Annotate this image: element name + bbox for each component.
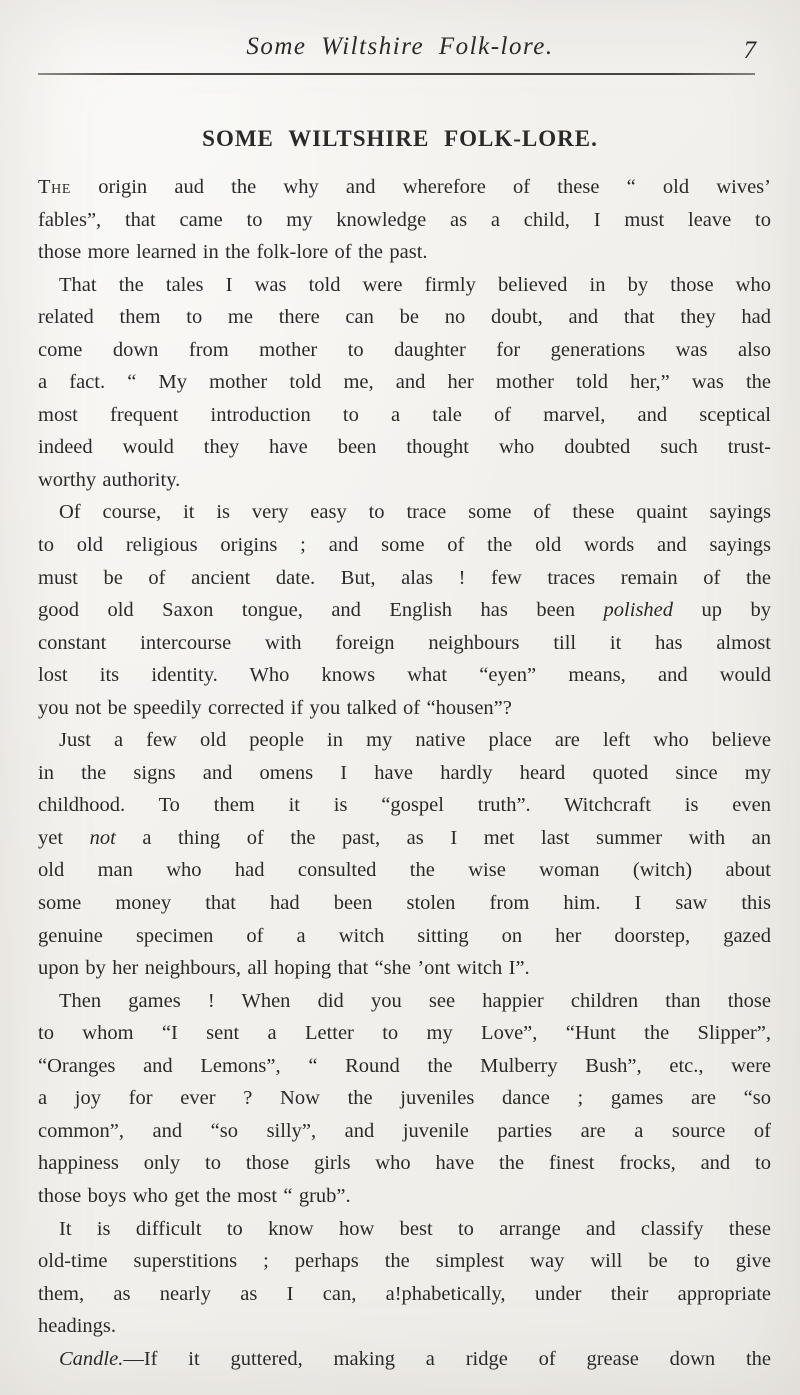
text-line <box>38 594 771 627</box>
text-segment: related them to me there can be no doubt, and that they had <box>38 306 771 329</box>
text-segment: upon by her neighbours, all hoping that “she ’ont witch I”. <box>38 957 530 980</box>
text-line <box>38 236 771 269</box>
text-line <box>38 366 771 399</box>
text-segment: fables”, that came to my knowledge as a child, I must leave to <box>38 208 771 231</box>
text-segment: them, as nearly as I can, a!phabetically, under their appropriate <box>38 1282 771 1305</box>
text-segment: those boys who get the most “ grub”. <box>38 1184 351 1207</box>
text-segment: you not be speedily corrected if you talked of “housen”? <box>38 696 512 719</box>
text-line <box>38 1213 771 1246</box>
italic-text: Candle. <box>59 1347 124 1370</box>
text-line <box>38 1310 771 1343</box>
chapter-heading: SOME WILTSHIRE FOLK-LORE. <box>202 126 598 151</box>
text-segment: to whom “I sent a Letter to my Love”, “Hunt the Slipper”, <box>38 1022 771 1045</box>
text-line <box>38 952 771 985</box>
text-line <box>38 789 771 822</box>
text-line <box>38 1115 771 1148</box>
text-segment: old man who had consulted the wise woman (witch) about <box>38 859 771 882</box>
text-line <box>38 464 771 497</box>
text-segment: old-time superstitions ; perhaps the simplest way will be to give <box>38 1250 771 1273</box>
text-segment: a fact. “ My mother told me, and her mother told her,” was the <box>38 371 771 394</box>
text-segment: yet <box>38 826 90 849</box>
running-title: Some Wiltshire Folk-lore. <box>246 33 554 60</box>
text-line <box>38 269 771 302</box>
text-line <box>38 1278 771 1311</box>
text-segment: It is difficult to know how best to arrange and classify these <box>59 1217 771 1240</box>
text-line <box>38 920 771 953</box>
text-line <box>38 822 771 855</box>
smallcaps-text: The <box>38 176 71 198</box>
text-line <box>38 1180 771 1213</box>
text-line <box>38 204 771 237</box>
text-line <box>38 301 771 334</box>
text-segment: constant intercourse with foreign neighbours till it has almost <box>38 631 771 654</box>
text-line <box>38 334 771 367</box>
text-line <box>38 854 771 887</box>
text-line <box>38 1147 771 1180</box>
text-line <box>38 985 771 1018</box>
text-line <box>38 887 771 920</box>
italic-text: not <box>89 826 116 849</box>
text-line <box>38 757 771 790</box>
text-line <box>38 496 771 529</box>
text-line <box>38 1245 771 1278</box>
text-segment: some money that had been stolen from him. I saw this <box>38 892 771 915</box>
text-line <box>38 399 771 432</box>
text-segment: those more learned in the folk-lore of the past. <box>38 241 428 264</box>
text-segment: lost its identity. Who knows what “eyen” means, and would <box>38 664 771 687</box>
text-line <box>38 1343 771 1376</box>
text-line <box>38 724 771 757</box>
header-rule <box>38 73 755 75</box>
text-segment: good old Saxon tongue, and English has been <box>38 599 604 622</box>
text-segment: to old religious origins ; and some of the old words and sayings <box>38 534 771 557</box>
text-segment: a thing of the past, as I met last summer with an <box>115 826 771 849</box>
text-segment: origin aud the why and wherefore of these “ old wives’ <box>70 176 771 198</box>
text-segment: must be of ancient date. But, alas ! few traces remain of the <box>38 566 771 589</box>
paragraph <box>38 269 771 497</box>
text-line <box>38 431 771 464</box>
text-segment: headings. <box>38 1315 116 1338</box>
text-segment: “Oranges and Lemons”, “ Round the Mulberry Bush”, etc., were <box>38 1054 771 1077</box>
text-segment: worthy authority. <box>38 468 181 491</box>
paragraph <box>38 985 771 1213</box>
paragraph <box>38 1213 771 1343</box>
text-line <box>38 1050 771 1083</box>
body-text <box>38 171 771 1375</box>
text-segment: —If it guttered, making a ridge of grease down the <box>123 1347 771 1370</box>
text-segment: a joy for ever ? Now the juveniles dance ; games are “so <box>38 1087 771 1110</box>
paragraph <box>38 1343 771 1376</box>
text-segment: Then games ! When did you see happier children than those <box>59 989 771 1012</box>
text-line <box>38 627 771 660</box>
text-segment: most frequent introduction to a tale of marvel, and sceptical <box>38 403 771 426</box>
text-line <box>38 1082 771 1115</box>
paragraph <box>38 724 771 984</box>
paragraph <box>38 496 771 724</box>
text-line <box>38 529 771 562</box>
text-segment: happiness only to those girls who have the finest frocks, and to <box>38 1152 771 1175</box>
text-segment: come down from mother to daughter for generations was also <box>38 338 771 361</box>
text-segment: That the tales I was told were firmly believed in by those who <box>59 273 771 296</box>
text-segment: up by <box>673 599 771 622</box>
text-line <box>38 562 771 595</box>
text-line <box>38 171 771 204</box>
page-number: 7 <box>743 37 756 64</box>
text-line <box>38 659 771 692</box>
text-segment: indeed would they have been thought who doubted such trust- <box>38 436 771 459</box>
text-segment: childhood. To them it is “gospel truth”. Witchcraft is even <box>38 794 771 817</box>
text-segment: in the signs and omens I have hardly heard quoted since my <box>38 761 771 784</box>
italic-text: polished <box>603 599 674 622</box>
text-segment: Of course, it is very easy to trace some of these quaint sayings <box>59 501 771 524</box>
text-segment: common”, and “so silly”, and juvenile parties are a source of <box>38 1119 771 1142</box>
text-line <box>38 692 771 725</box>
text-segment: Just a few old people in my native place are left who believe <box>59 729 771 752</box>
text-line <box>38 1017 771 1050</box>
paragraph <box>38 171 771 269</box>
text-segment: genuine specimen of a witch sitting on her doorstep, gazed <box>38 924 771 947</box>
